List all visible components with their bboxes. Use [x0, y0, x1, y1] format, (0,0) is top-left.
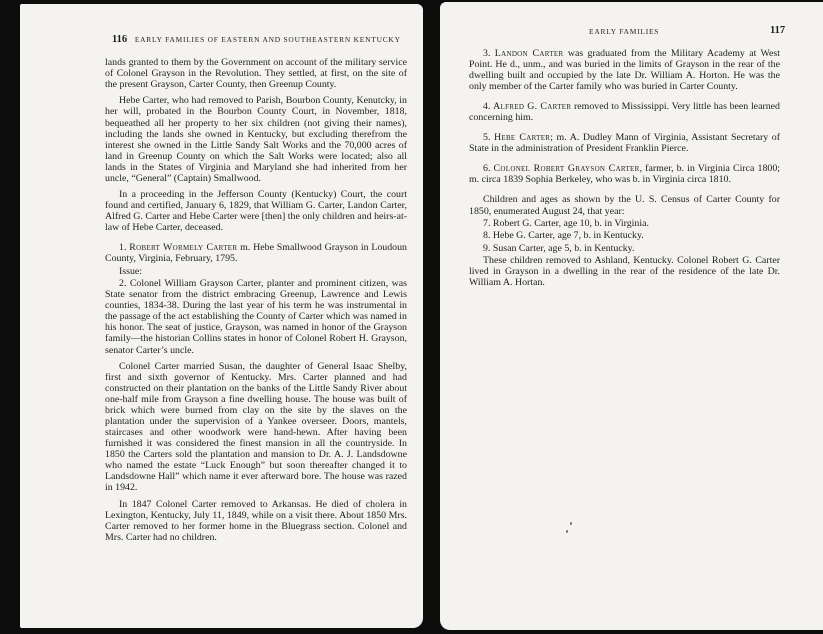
page-number: 116 — [112, 34, 128, 45]
paragraph: These children removed to Ashland, Kentucky. Colonel Robert G. Carter lived in Grayson in a dwelling in the rear of the residence of the late Dr. William A. Hortan. — [469, 255, 780, 289]
paragraph: Hebe Carter, who had removed to Parish, Bourbon County, Kenutcky, in her will, probated in the Bourbon County Court, in November, 1818, bequeathed all her property to her six children (not giving their names), including the lands she owned in Kentucky, but excluding therefrom the interest she owned in the Little Sandy Salt Works and the 70,000 acres of land in Greenup County on which the Salt Works were located; also all lands in the States of Virginia and Maryland she had inherited from her uncle, “General” (Captain) Smallwood. — [105, 95, 407, 184]
entry-text: , farmer, b. in Virginia Circa 1800; m. circa 1839 Sophia Berkeley, who was b. in Virginia circa 1810. — [469, 163, 781, 186]
left-page — [20, 4, 423, 628]
paragraph: 2. Colonel William Grayson Carter, planter and prominent citizen, was State senator from the district embracing Greenup, Lawrence and Lewis counties, 1834-38. During the last year of his term he was instrumental in the passage of the act establishing the County of Carter which was named in his honor. The seat of justice, Grayson, was named in honor of the Grayson family—the historian Collins states in honor of Colonel Robert H. Grayson, senator Carter’s uncle. — [105, 278, 407, 356]
genealogy-entry — [469, 163, 780, 185]
genealogy-entry — [469, 48, 780, 92]
person-name: Alfred G. Carter — [493, 101, 572, 113]
text-column-left — [105, 57, 407, 548]
running-head-left — [112, 34, 401, 45]
paper-speck — [566, 530, 568, 533]
paragraph: Issue: — [119, 265, 143, 277]
entry-text: ; m. A. Dudley Mann of Virginia, Assistant Secretary of State in the administration of President Franklin Pierce. — [469, 132, 781, 155]
entry-number: 1. — [119, 242, 130, 254]
census-entry: 7. Robert G. Carter, age 10, b. in Virginia. — [483, 217, 649, 229]
paper-speck — [570, 522, 572, 525]
entry-number: 5. — [483, 132, 494, 144]
census-entry: 9. Susan Carter, age 5, b. in Kentucky. — [483, 242, 635, 254]
entry-text: m. Hebe Smallwood Grayson in Loudoun County, Virginia, February, 1795. — [105, 242, 407, 265]
entry-number: 4. — [483, 101, 494, 113]
census-entry: 8. Hebe G. Carter, age 7, b. in Kentucky. — [483, 230, 644, 242]
running-head-right — [589, 25, 786, 36]
genealogy-entry — [469, 132, 780, 154]
person-name: Landon Carter — [494, 48, 564, 59]
genealogy-entry — [105, 242, 407, 264]
text-column-right — [469, 48, 780, 294]
paragraph: Children and ages as shown by the U. S. Census of Carter County for 1850, enumerated August 24, that year: — [469, 194, 780, 217]
running-head-title: EARLY FAMILIES OF EASTERN AND SOUTHEASTERN KENTUCKY — [134, 35, 401, 44]
right-page — [440, 2, 823, 630]
running-head-title: EARLY FAMILIES — [589, 27, 660, 36]
entry-text: was graduated from the Military Academy at West Point. He d., unm., and was buried in the limits of Grayson in the rear of the dwelling built and occupied by the late Dr. William A. Horton. He was the only member of the Carter family who was buried in Carter County. — [469, 48, 781, 93]
entry-text: removed to Mississippi. Very little has been learned concerning him. — [469, 101, 780, 124]
genealogy-entry — [469, 101, 780, 123]
paragraph: In a proceeding in the Jefferson County (Kentucky) Court, the court found and certified, January 6, 1829, that William G. Carter, Landon Carter, Alfred G. Carter and Hebe Carter were [then] the only children and heirs-at-law of Hebe Carter, deceased. — [105, 189, 407, 234]
entry-number: 3. — [483, 48, 495, 59]
paragraph: lands granted to them by the Government on account of the military service of Colonel Grayson in the Revolution. They settled, at first, on the site of the present Grayson, Carter County, then Greenup County. — [105, 57, 407, 91]
person-name: Colonel Robert Grayson Carter — [493, 163, 640, 175]
page-number: 117 — [770, 25, 786, 36]
paragraph: In 1847 Colonel Carter removed to Arkansas. He died of cholera in Lexington, Kentucky, July 11, 1849, while on a visit there. About 1850 Mrs. Carter removed to her former home in the Bluegrass section. Colonel and Mrs. Carter had no children. — [105, 498, 407, 543]
entry-number: 6. — [483, 163, 494, 175]
person-name: Hebe Carter — [493, 132, 551, 144]
person-name: Robert Wormely Carter — [129, 242, 238, 254]
paragraph: Colonel Carter married Susan, the daughter of General Isaac Shelby, first and sixth governor of Kentucky. Mrs. Carter planned and had constructed on their plantation on the banks of the Little Sandy River about one-half mile from Grayson a fine dwelling house. The house was built of brick which were burned from clay on the site by the slaves on the plantation under the supervision of a Yankee overseer. Doors, mantels, staircases and other woodwork were hand-hewn. After having been furnished it was considered the finest mansion in all the countryside. In 1850 the Carters sold the plantation and mansion to Dr. A. J. Landsdowne who named the estate “Luck Enough” but soon thereafter changed it to Landsdowne Hall” which name it ever afterward bore. The house was razed in 1942. — [105, 360, 407, 494]
